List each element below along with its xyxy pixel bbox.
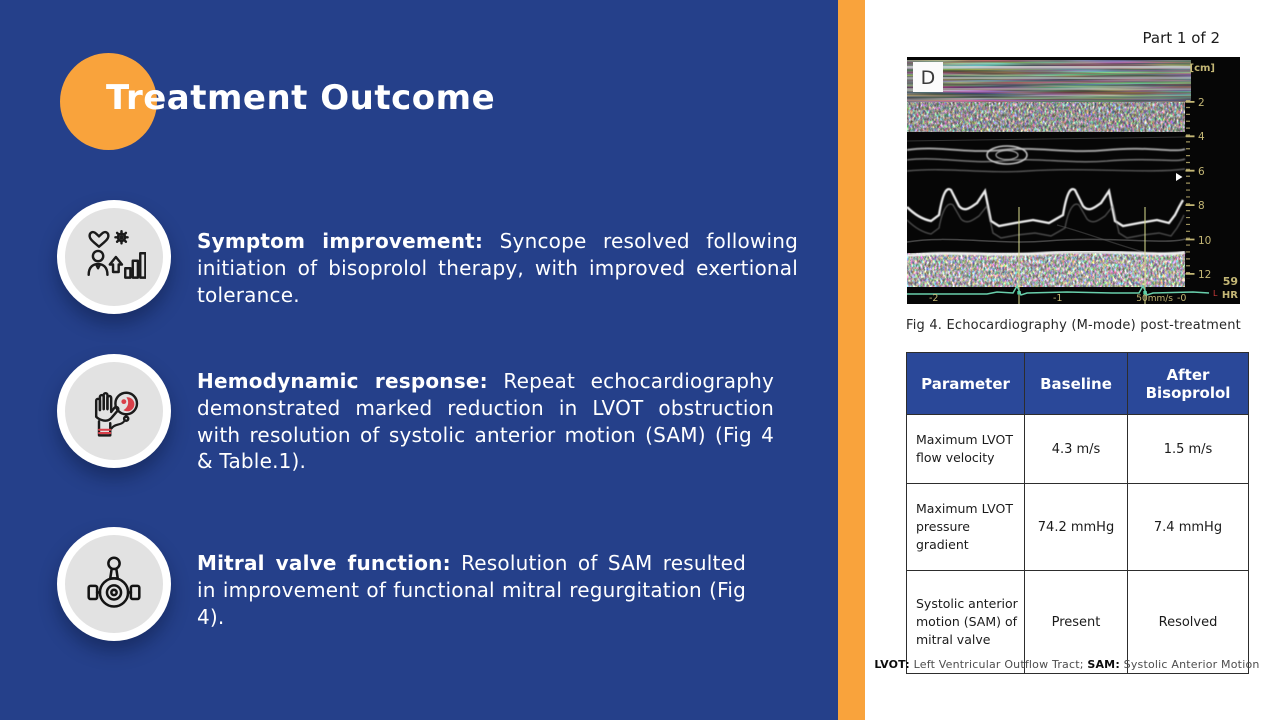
depth-tick: 12: [1198, 269, 1212, 281]
time-zero-label: -0: [1177, 293, 1187, 304]
depth-tick: 4: [1198, 131, 1205, 143]
item-heading: Symptom improvement:: [197, 229, 484, 253]
depth-tick: 8: [1198, 200, 1205, 212]
heart-rate-label: HR: [1221, 290, 1238, 301]
col-header-after-bisoprolol: After Bisoprolol: [1128, 353, 1249, 415]
col-header-baseline: Baseline: [1025, 353, 1128, 415]
accent-stripe: [838, 0, 865, 720]
col-header-parameter: Parameter: [907, 353, 1025, 415]
echocardiogram-mmode-image: [907, 57, 1240, 304]
depth-tick: 2: [1198, 97, 1205, 109]
item-text: [197, 228, 798, 308]
mode-label: D: [920, 67, 936, 89]
item-body: Repeat echocardiography demonstrated marked reduction in LVOT obstruction with resolution of systolic anterior motion (SAM) (Fig 4 & Table.1).: [197, 369, 774, 474]
table-row: [907, 484, 1249, 571]
cell-parameter: Systolic anterior motion (SAM) of mitral valve: [907, 571, 1025, 674]
patient-improvement-icon: [82, 227, 146, 287]
cell-baseline: 74.2 mmHg: [1025, 484, 1128, 571]
cell-parameter: Maximum LVOT flow velocity: [907, 415, 1025, 484]
abbr-sam: SAM:: [1087, 658, 1120, 671]
figure-caption: Fig 4. Echocardiography (M-mode) post-treatment: [906, 318, 1241, 333]
table-row: [907, 415, 1249, 484]
mitral-valve-icon: [84, 554, 144, 614]
item-heading: Mitral valve function:: [197, 551, 451, 575]
cell-after: Resolved: [1128, 571, 1249, 674]
item-heading: Hemodynamic response:: [197, 369, 488, 393]
cell-baseline: Present: [1025, 571, 1128, 674]
sweep-speed-label: 50mm/s: [1136, 294, 1173, 304]
cell-baseline: 4.3 m/s: [1025, 415, 1128, 484]
results-table: [906, 352, 1249, 674]
cell-parameter: Maximum LVOT pressure gradient: [907, 484, 1025, 571]
item-icon-badge: [57, 354, 171, 468]
cell-after: 7.4 mmHg: [1128, 484, 1249, 571]
time-tick: -1: [1053, 293, 1063, 304]
item-text: [197, 550, 746, 630]
item-text: [197, 368, 774, 475]
echo-unit-label: [cm]: [1189, 63, 1215, 74]
abbreviation-footnote: [860, 658, 1274, 671]
depth-tick: 10: [1198, 235, 1212, 247]
ecg-end-marker: L: [1213, 289, 1218, 298]
table-header-row: [907, 353, 1249, 415]
part-indicator: Part 1 of 2: [1142, 29, 1220, 47]
blood-pressure-icon: [84, 381, 144, 441]
page-title: Treatment Outcome: [106, 78, 496, 118]
abbr-lvot: LVOT:: [874, 658, 910, 671]
item-body: Syncope resolved following initiation of bisoprolol therapy, with improved exertional tolerance.: [197, 229, 798, 307]
heart-rate-value: 59: [1222, 275, 1238, 288]
abbr-lvot-definition: Left Ventricular Outflow Tract;: [909, 658, 1088, 671]
item-icon-badge: [57, 527, 171, 641]
cell-after: 1.5 m/s: [1128, 415, 1249, 484]
item-icon-badge: [57, 200, 171, 314]
depth-tick: 6: [1198, 166, 1205, 178]
item-body: Resolution of SAM resulted in improvement of functional mitral regurgitation (Fig 4).: [197, 551, 746, 629]
time-tick: -2: [929, 293, 939, 304]
abbr-sam-definition: Systolic Anterior Motion: [1119, 658, 1260, 671]
